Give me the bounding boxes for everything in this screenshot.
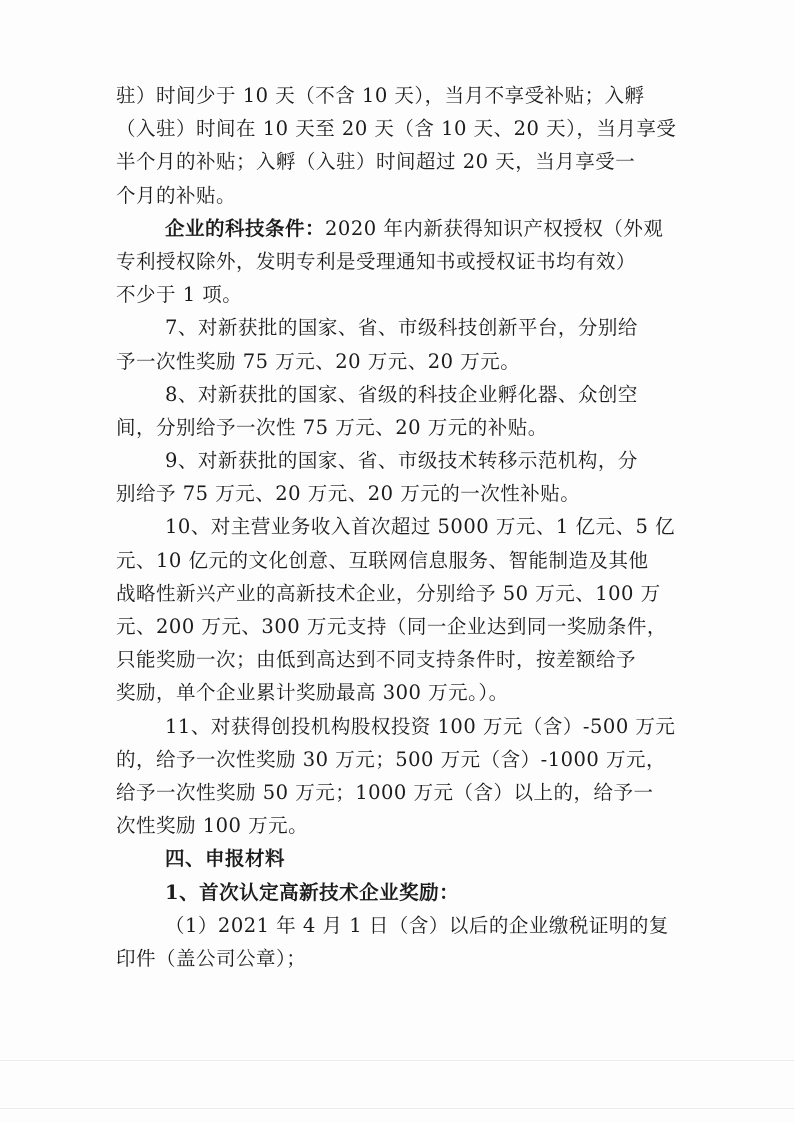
text-line: 予一次性奖励 75 万元、20 万元、20 万元。 <box>116 349 521 373</box>
text-line: 的，给予一次性奖励 30 万元；500 万元（含）-1000 万元， <box>116 747 667 771</box>
scan-artifact-line <box>0 1108 794 1109</box>
text-line: 7、对新获批的国家、省、市级科技创新平台，分别给 <box>165 316 638 340</box>
text-line: （1）2021 年 4 月 1 日（含）以后的企业缴税证明的复 <box>165 913 669 937</box>
text-line: 给予一次性奖励 50 万元；1000 万元（含）以上的，给予一 <box>116 780 654 804</box>
text-line: 别给予 75 万元、20 万元、20 万元的一次性补贴。 <box>116 482 581 506</box>
text-line: 元、200 万元、300 万元支持（同一企业达到同一奖励条件， <box>116 615 667 638</box>
text-line: 次性奖励 100 万元。 <box>116 814 309 838</box>
text-line: 个月的补贴。 <box>116 183 237 207</box>
text-line: 11、对获得创投机构股权投资 100 万元（含）-500 万元 <box>165 714 676 738</box>
text-line: 9、对新获批的国家、省、市级技术转移示范机构，分 <box>165 449 638 473</box>
text-line: 只能奖励一次；由低到高达到不同支持条件时，按差额给予 <box>116 648 637 672</box>
subsection-heading <box>116 876 676 909</box>
text-line <box>116 212 676 245</box>
text-line: 专利授权除外，发明专利是受理通知书或授权证书均有效） <box>116 249 637 273</box>
document-body <box>116 79 676 975</box>
text-line: 驻）时间少于 10 天（不含 10 天），当月不享受补贴；入孵 <box>116 84 645 107</box>
text-line: 半个月的补贴；入孵（入驻）时间超过 20 天，当月享受一 <box>116 150 636 174</box>
section-heading-text: 四、申报材料 <box>165 847 286 871</box>
text-line: 不少于 1 项。 <box>116 283 243 307</box>
text-line: 战略性新兴产业的高新技术企业，分别给予 50 万元、100 万 <box>116 581 661 605</box>
text-line: 间，分别给予一次性 75 万元、20 万元的补贴。 <box>116 415 548 439</box>
text-line: 奖励，单个企业累计奖励最高 300 万元。）。 <box>116 681 509 705</box>
section-heading <box>116 842 676 875</box>
text-run: 2020 年内新获得知识产权授权（外观 <box>325 216 664 240</box>
scan-artifact-line <box>0 1060 794 1061</box>
text-line: （入驻）时间在 10 天至 20 天（含 10 天、20 天），当月享受 <box>116 117 677 141</box>
text-line: 印件（盖公司公章）； <box>116 946 307 970</box>
section-label: 企业的科技条件： <box>165 216 326 240</box>
text-line: 8、对新获批的国家、省级的科技企业孵化器、众创空 <box>165 382 638 406</box>
subsection-heading-text: 1、首次认定高新技术企业奖励： <box>165 880 460 904</box>
text-line: 10、对主营业务收入首次超过 5000 万元、1 亿元、5 亿 <box>165 515 676 539</box>
text-line: 元、10 亿元的文化创意、互联网信息服务、智能制造及其他 <box>116 548 649 572</box>
